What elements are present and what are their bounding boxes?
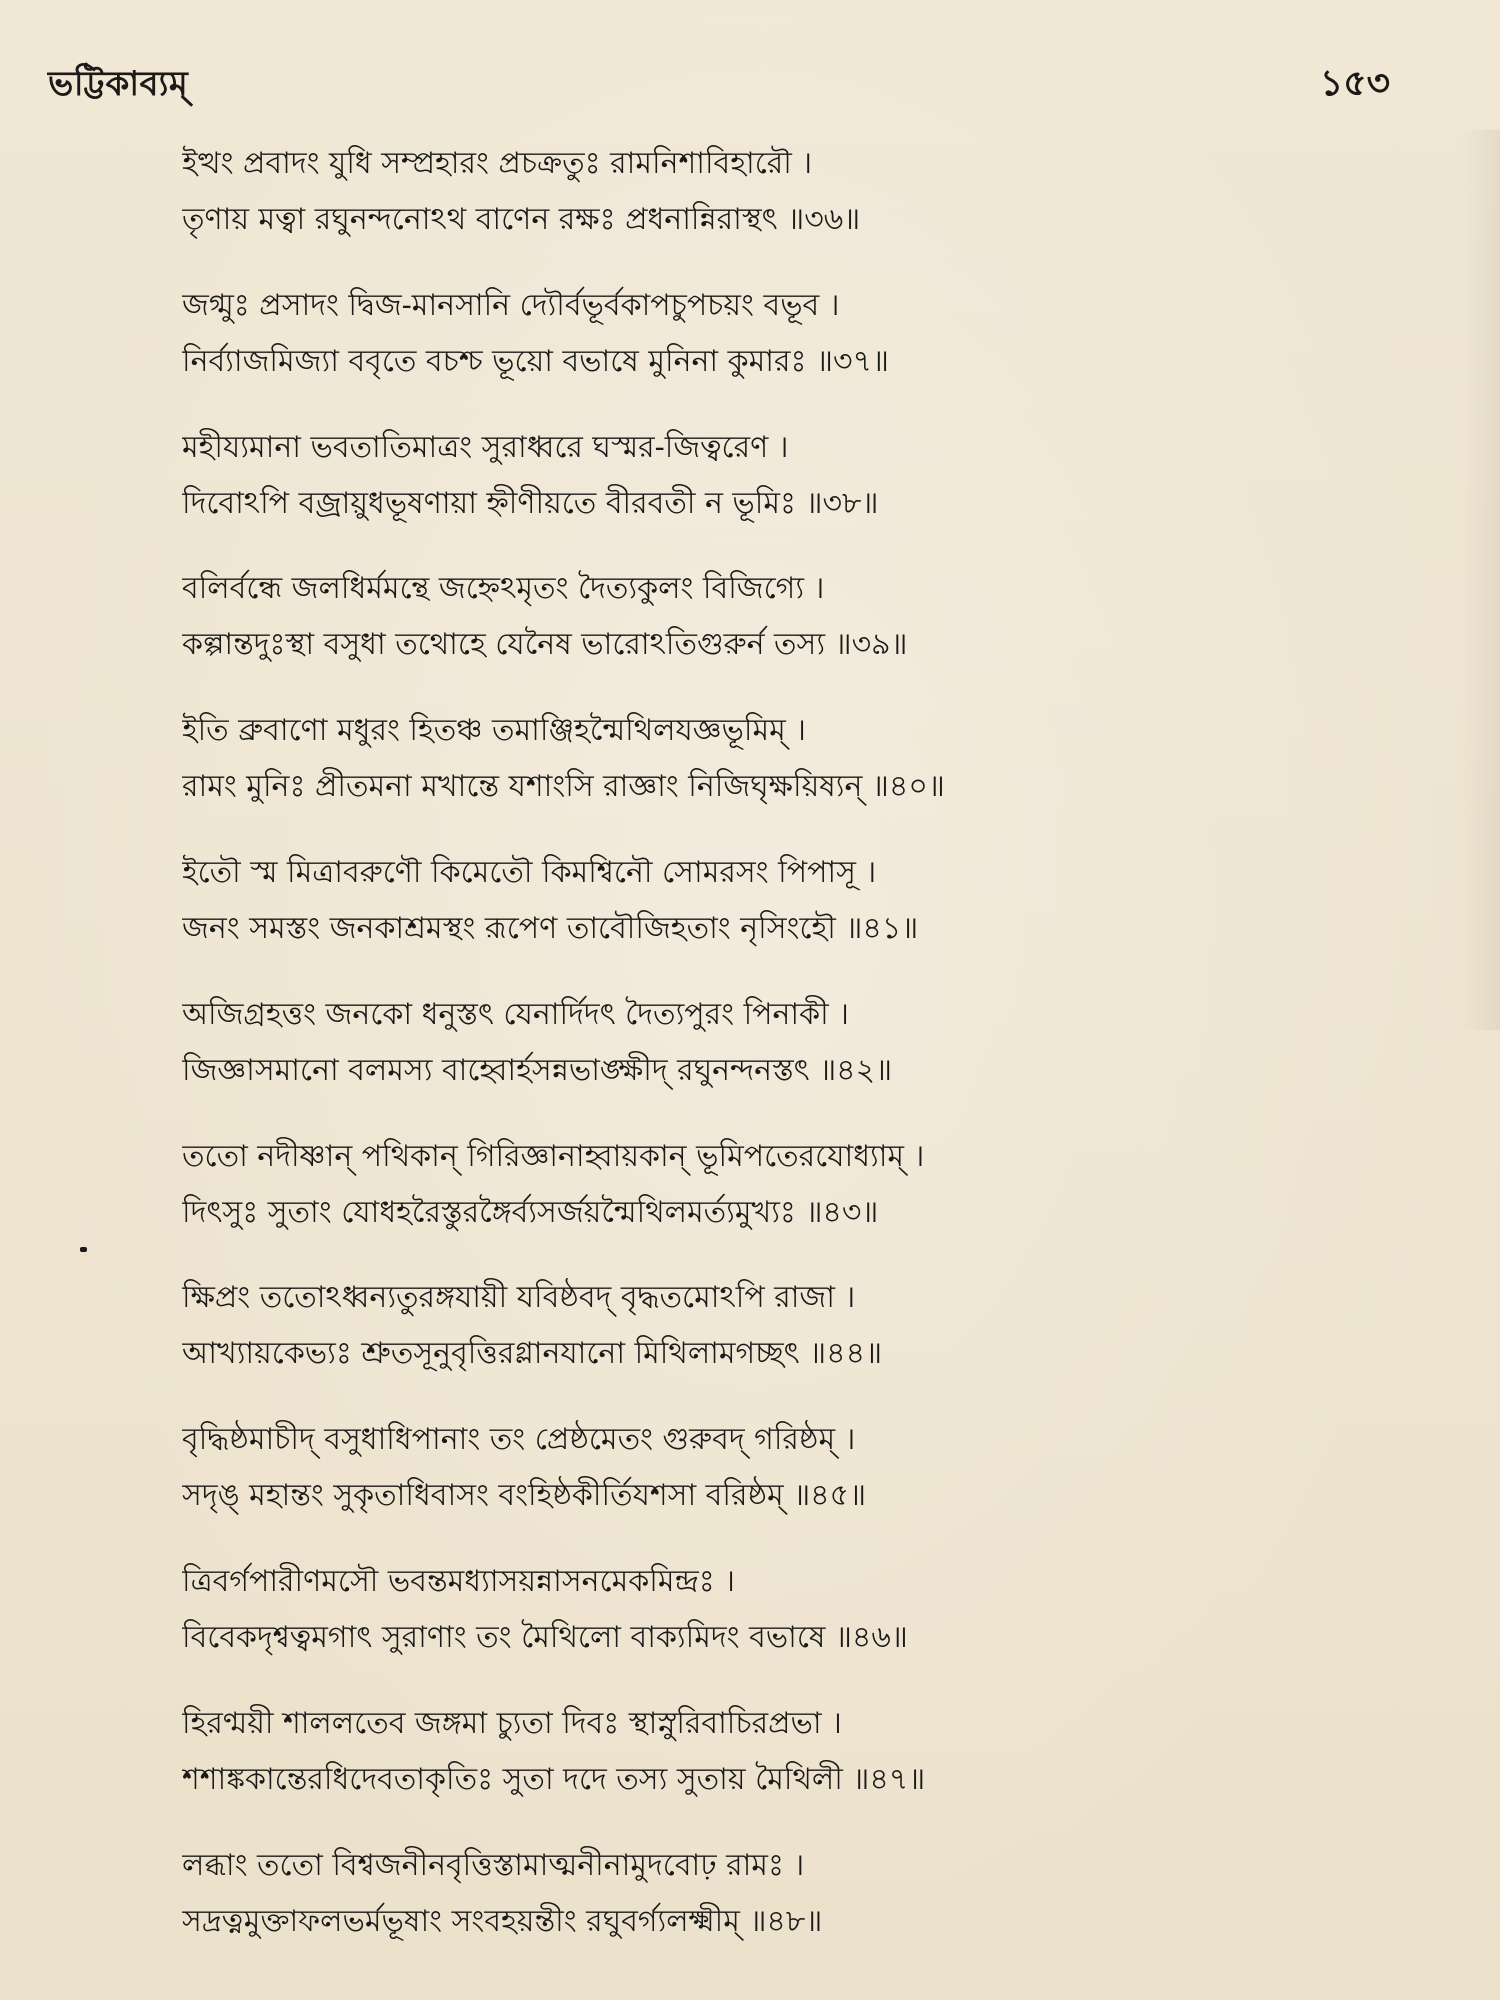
verse-line: ইতৌ স্ম মিত্রাবরুণৌ কিমেতৌ কিমশ্বিনৌ সোমরসং পিপাসূ । — [182, 854, 877, 890]
verse-line: ইতি ব্রুবাণো মধুরং হিতঞ্চ তমাঞ্জিহন্মৈথিলযজ্ঞভূমিম্ । — [182, 713, 807, 749]
verse-42 — [182, 989, 1382, 1131]
verse-line: বিবেকদৃশ্বত্বমগাৎ সুরাণাং তং মৈথিলো বাক্যমিদং বভাষে ॥৪৬॥ — [182, 1619, 908, 1655]
verse-line: আখ্যায়কেভ্যঃ শ্রুতসূনুবৃত্তিরগ্লানযানো মিথিলামগচ্ছৎ ॥৪৪॥ — [182, 1336, 883, 1372]
verse-39 — [182, 563, 1382, 705]
verse-line: ততো নদীষ্ণান্ পথিকান্ গিরিজ্ঞানাহ্বায়কান্ ভূমিপতেরযোধ্যাম্ । — [182, 1138, 925, 1174]
verse-line: কল্পান্তদুঃস্থা বসুধা তথোহে যেনৈষ ভারোঽতিগুরুর্ন তস্য ॥৩৯॥ — [182, 627, 908, 663]
verse-line: অজিগ্রহত্তং জনকো ধনুস্তৎ যেনার্দিদৎ দৈত্যপুরং পিনাকী । — [182, 996, 849, 1032]
verse-line: সদ্রত্নমুক্তাফলভর্মভূষাং সংবহয়ন্তীং রঘুবর্গ্যলক্ষ্মীম্ ॥৪৮॥ — [182, 1903, 823, 1939]
page-number: ১৫৩ — [1319, 62, 1390, 104]
verse-line: সদৃঙ্ মহান্তং সুকৃতাধিবাসং বংহিষ্ঠকীর্তিযশসা বরিষ্ঠম্ ॥৪৫॥ — [182, 1478, 867, 1514]
verse-line: মহীয্যমানা ভবতাতিমাত্রং সুরাধ্বরে ঘস্মর-জিত্বরেণ । — [182, 429, 789, 465]
verse-list — [182, 138, 1382, 1981]
verse-43 — [182, 1131, 1382, 1273]
verse-line: জিজ্ঞাসমানো বলমস্য বাহ্বোর্হসন্নভাঙ্ক্ষীদ্ রঘুনন্দনস্তৎ ॥৪২॥ — [182, 1052, 893, 1088]
verse-41 — [182, 847, 1382, 989]
verse-line: ত্রিবর্গপারীণমসৌ ভবন্তমধ্যাসয়ন্নাসনমেকমিন্দ্রঃ । — [182, 1563, 736, 1599]
margin-dot-mark — [80, 1247, 87, 1252]
verse-line: শশাঙ্ককান্তেরধিদেবতাকৃতিঃ সুতা দদে তস্য সুতায় মৈথিলী ॥৪৭॥ — [182, 1761, 926, 1797]
bleed-through-shadow — [1460, 130, 1500, 1030]
verse-40 — [182, 705, 1382, 847]
verse-48 — [182, 1840, 1382, 1982]
verse-line: দিবোঽপি বজ্রায়ুধভূষণায়া হ্নীণীয়তে বীরবতী ন ভূমিঃ ॥৩৮॥ — [182, 485, 879, 521]
verse-line: লব্ধাং ততো বিশ্বজনীনবৃত্তিস্তামাত্মনীনামুদবোঢ় রামঃ । — [182, 1847, 805, 1883]
verse-line: নির্ব্যাজমিজ্যা ববৃতে বচশ্চ ভূয়ো বভাষে মুনিনা কুমারঃ ॥৩৭॥ — [182, 343, 889, 379]
running-header-title: ভট্টিকাব্যম্ — [48, 64, 189, 104]
verse-line: রামং মুনিঃ প্রীতমনা মখান্তে যশাংসি রাজ্ঞাং নিজিঘৃক্ষয়িষ্যন্ ॥৪০॥ — [182, 769, 945, 805]
verse-38 — [182, 422, 1382, 564]
verse-47 — [182, 1698, 1382, 1840]
verse-line: ইত্থং প্রবাদং যুধি সম্প্রহারং প্রচক্রতুঃ রামনিশাবিহারৌ । — [182, 146, 813, 181]
verse-36 — [182, 138, 1382, 280]
verse-line: ক্ষিপ্রং ততোঽধ্বন্যতুরঙ্গযায়ী যবিষ্ঠবদ্ বৃদ্ধতমোঽপি রাজা । — [182, 1280, 856, 1316]
verse-line: তৃণায় মত্বা রঘুনন্দনোঽথ বাণেন রক্ষঃ প্রধনান্নিরাস্থৎ ॥৩৬॥ — [182, 202, 861, 237]
verse-line: জনং সমস্তং জনকাশ্রমস্থং রূপেণ তাবৌজিহতাং নৃসিংহৌ ॥৪১॥ — [182, 910, 919, 946]
verse-37 — [182, 280, 1382, 422]
verse-line: হিরণ্ময়ী শাললতেব জঙ্গমা চ্যুতা দিবঃ স্থাস্নুরিবাচিরপ্রভা । — [182, 1705, 842, 1741]
verse-line: বৃদ্ধিষ্ঠমাচীদ্ বসুধাধিপানাং তং প্রেষ্ঠমেতং গুরুবদ্ গরিষ্ঠম্ । — [182, 1422, 856, 1458]
verse-line: দিৎসুঃ সুতাং যোধহরৈস্তুরঙ্গৈর্ব্যসর্জয়ন্মৈথিলমর্ত্যমুখ্যঃ ॥৪৩॥ — [182, 1194, 879, 1230]
verse-46 — [182, 1556, 1382, 1698]
verse-line: বলির্বন্ধে জলধির্মমন্থে জহ্নেঽমৃতং দৈত্যকুলং বিজিগ্যে । — [182, 571, 825, 607]
verse-44 — [182, 1272, 1382, 1414]
verse-45 — [182, 1414, 1382, 1556]
verse-line: জগ্মুঃ প্রসাদং দ্বিজ-মানসানি দ্যৌর্বভূর্বকাপচুপচয়ং বভূব । — [182, 287, 840, 323]
